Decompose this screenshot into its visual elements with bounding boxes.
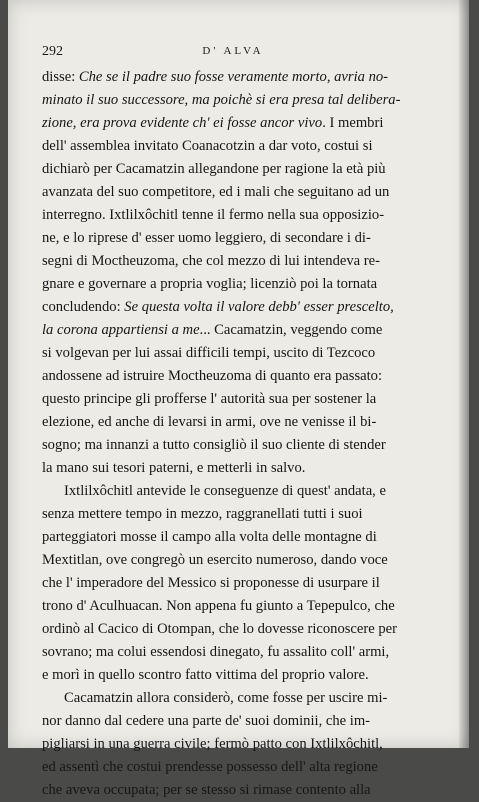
- text-line: [42, 135, 414, 158]
- text-line: [42, 250, 414, 273]
- text-line: [42, 595, 414, 618]
- text-line: [42, 296, 414, 319]
- text-span: Mextitlan, ove congregò un esercito numeroso, dando voce: [42, 552, 388, 568]
- text-span: pigliarsi in una guerra civile; fermò patto con Ixtlilxôchitl,: [42, 736, 383, 752]
- text-line: [42, 89, 414, 112]
- text-line: [42, 733, 414, 756]
- text-line: [42, 158, 414, 181]
- text-span: . I membri: [322, 115, 384, 131]
- italic-span: minato il suo successore, ma poichè si era presa tal delibera-: [42, 92, 401, 108]
- text-span: interregno. Ixtlilxôchitl tenne il fermo nella sua opposizio-: [42, 207, 385, 223]
- text-span: che l' imperadore del Messico si proponesse di usurpare il: [42, 575, 380, 591]
- text-span: senza mettere tempo in mezzo, raggranellati tutti i suoi: [42, 506, 363, 522]
- text-span: ne, e lo riprese d' esser uomo leggiero, di secondare i di-: [42, 230, 371, 246]
- text-span: sovrano; ma colui essendosi dinegato, fu assalito coll' armi,: [42, 644, 390, 660]
- text-line: [42, 273, 414, 296]
- text-line: [42, 779, 414, 802]
- text-line: [42, 112, 414, 135]
- text-line: [42, 457, 414, 480]
- text-span: concludendo:: [42, 299, 125, 315]
- book-page: [8, 0, 469, 798]
- text-line: [42, 503, 414, 526]
- text-span: gnare e governare a propria voglia; licenziò poi la tornata: [42, 276, 378, 292]
- text-line: [42, 572, 414, 595]
- text-span: dell' assemblea invitato Coanacotzin a dar voto, costui si: [42, 138, 373, 154]
- text-line: [42, 181, 414, 204]
- text-span: segni di Moctheuzoma, che col mezzo di lui intendeva re-: [42, 253, 380, 269]
- text-span: e morì in quello scontro fatto vittima del proprio valore.: [42, 667, 369, 683]
- text-line: [42, 710, 414, 733]
- text-line: [42, 664, 414, 687]
- text-span: questo principe gli profferse l' autorità sua per sostener la: [42, 391, 377, 407]
- text-line: [42, 618, 414, 641]
- text-span: la mano sui tesori paterni, e metterli in salvo.: [42, 460, 306, 476]
- text-span: dichiarò per Cacamatzin allegandone per ragione la età più: [42, 161, 386, 177]
- text-span: elezione, ed anche di levarsi in armi, ove ne venisse il bi-: [42, 414, 377, 430]
- text-span: si volgevan per lui assai difficili tempi, uscito di Tezcoco: [42, 345, 376, 361]
- text-span: ordinò al Cacico di Otompan, che lo dovesse riconoscere per: [42, 621, 397, 637]
- page-number: 292: [42, 44, 63, 59]
- text-line: [42, 342, 414, 365]
- text-span: ed assentì che costui prendesse possesso dell' alta regione: [42, 759, 378, 775]
- text-span: Ixtlilxôchitl antevide le conseguenze di quest' andata, e: [64, 483, 386, 499]
- text-span: ... Cacamatzin, veggendo come: [199, 322, 383, 338]
- text-span: disse:: [42, 69, 79, 85]
- text-span: che aveva occupata; per se stesso si rimase contento alla: [42, 782, 371, 798]
- body-text: [42, 66, 414, 802]
- text-line: [42, 365, 414, 388]
- page-header: [38, 44, 428, 64]
- italic-span: zione, era prova evidente ch' ei fosse ancor vivo: [42, 115, 323, 131]
- text-line: [42, 411, 414, 434]
- text-span: parteggiatori mosse il campo alla volta delle montagne di: [42, 529, 377, 545]
- text-line: [42, 756, 414, 779]
- italic-span: Se questa volta il valore debb' esser prescelto,: [124, 299, 394, 315]
- text-span: avanzata del suo competitore, ed i mali che seguitano ad un: [42, 184, 390, 200]
- running-title: D' ALVA: [202, 45, 264, 57]
- text-line: [42, 549, 414, 572]
- text-line: [42, 526, 414, 549]
- text-span: sogno; ma innanzi a tutto consigliò il suo cliente di stender: [42, 437, 386, 453]
- text-span: andossene ad istruire Moctheuzoma di quanto era passato:: [42, 368, 383, 384]
- text-line: [42, 319, 414, 342]
- text-span: Cacamatzin allora considerò, come fosse per uscire mi-: [64, 690, 388, 706]
- text-span: trono d' Aculhuacan. Non appena fu giunto a Tepepulco, che: [42, 598, 395, 614]
- text-line: [42, 480, 414, 503]
- text-line: [42, 641, 414, 664]
- page-edge-shadow: [459, 0, 469, 748]
- text-line: [42, 204, 414, 227]
- text-line: [42, 66, 414, 89]
- text-line: [42, 434, 414, 457]
- text-line: [42, 388, 414, 411]
- text-span: nor danno dal cedere una parte de' suoi dominii, che im-: [42, 713, 371, 729]
- italic-span: la corona appartiensi a me: [42, 322, 200, 338]
- text-line: [42, 227, 414, 250]
- italic-span: Che se il padre suo fosse veramente morto, avria no-: [78, 69, 389, 85]
- text-line: [42, 687, 414, 710]
